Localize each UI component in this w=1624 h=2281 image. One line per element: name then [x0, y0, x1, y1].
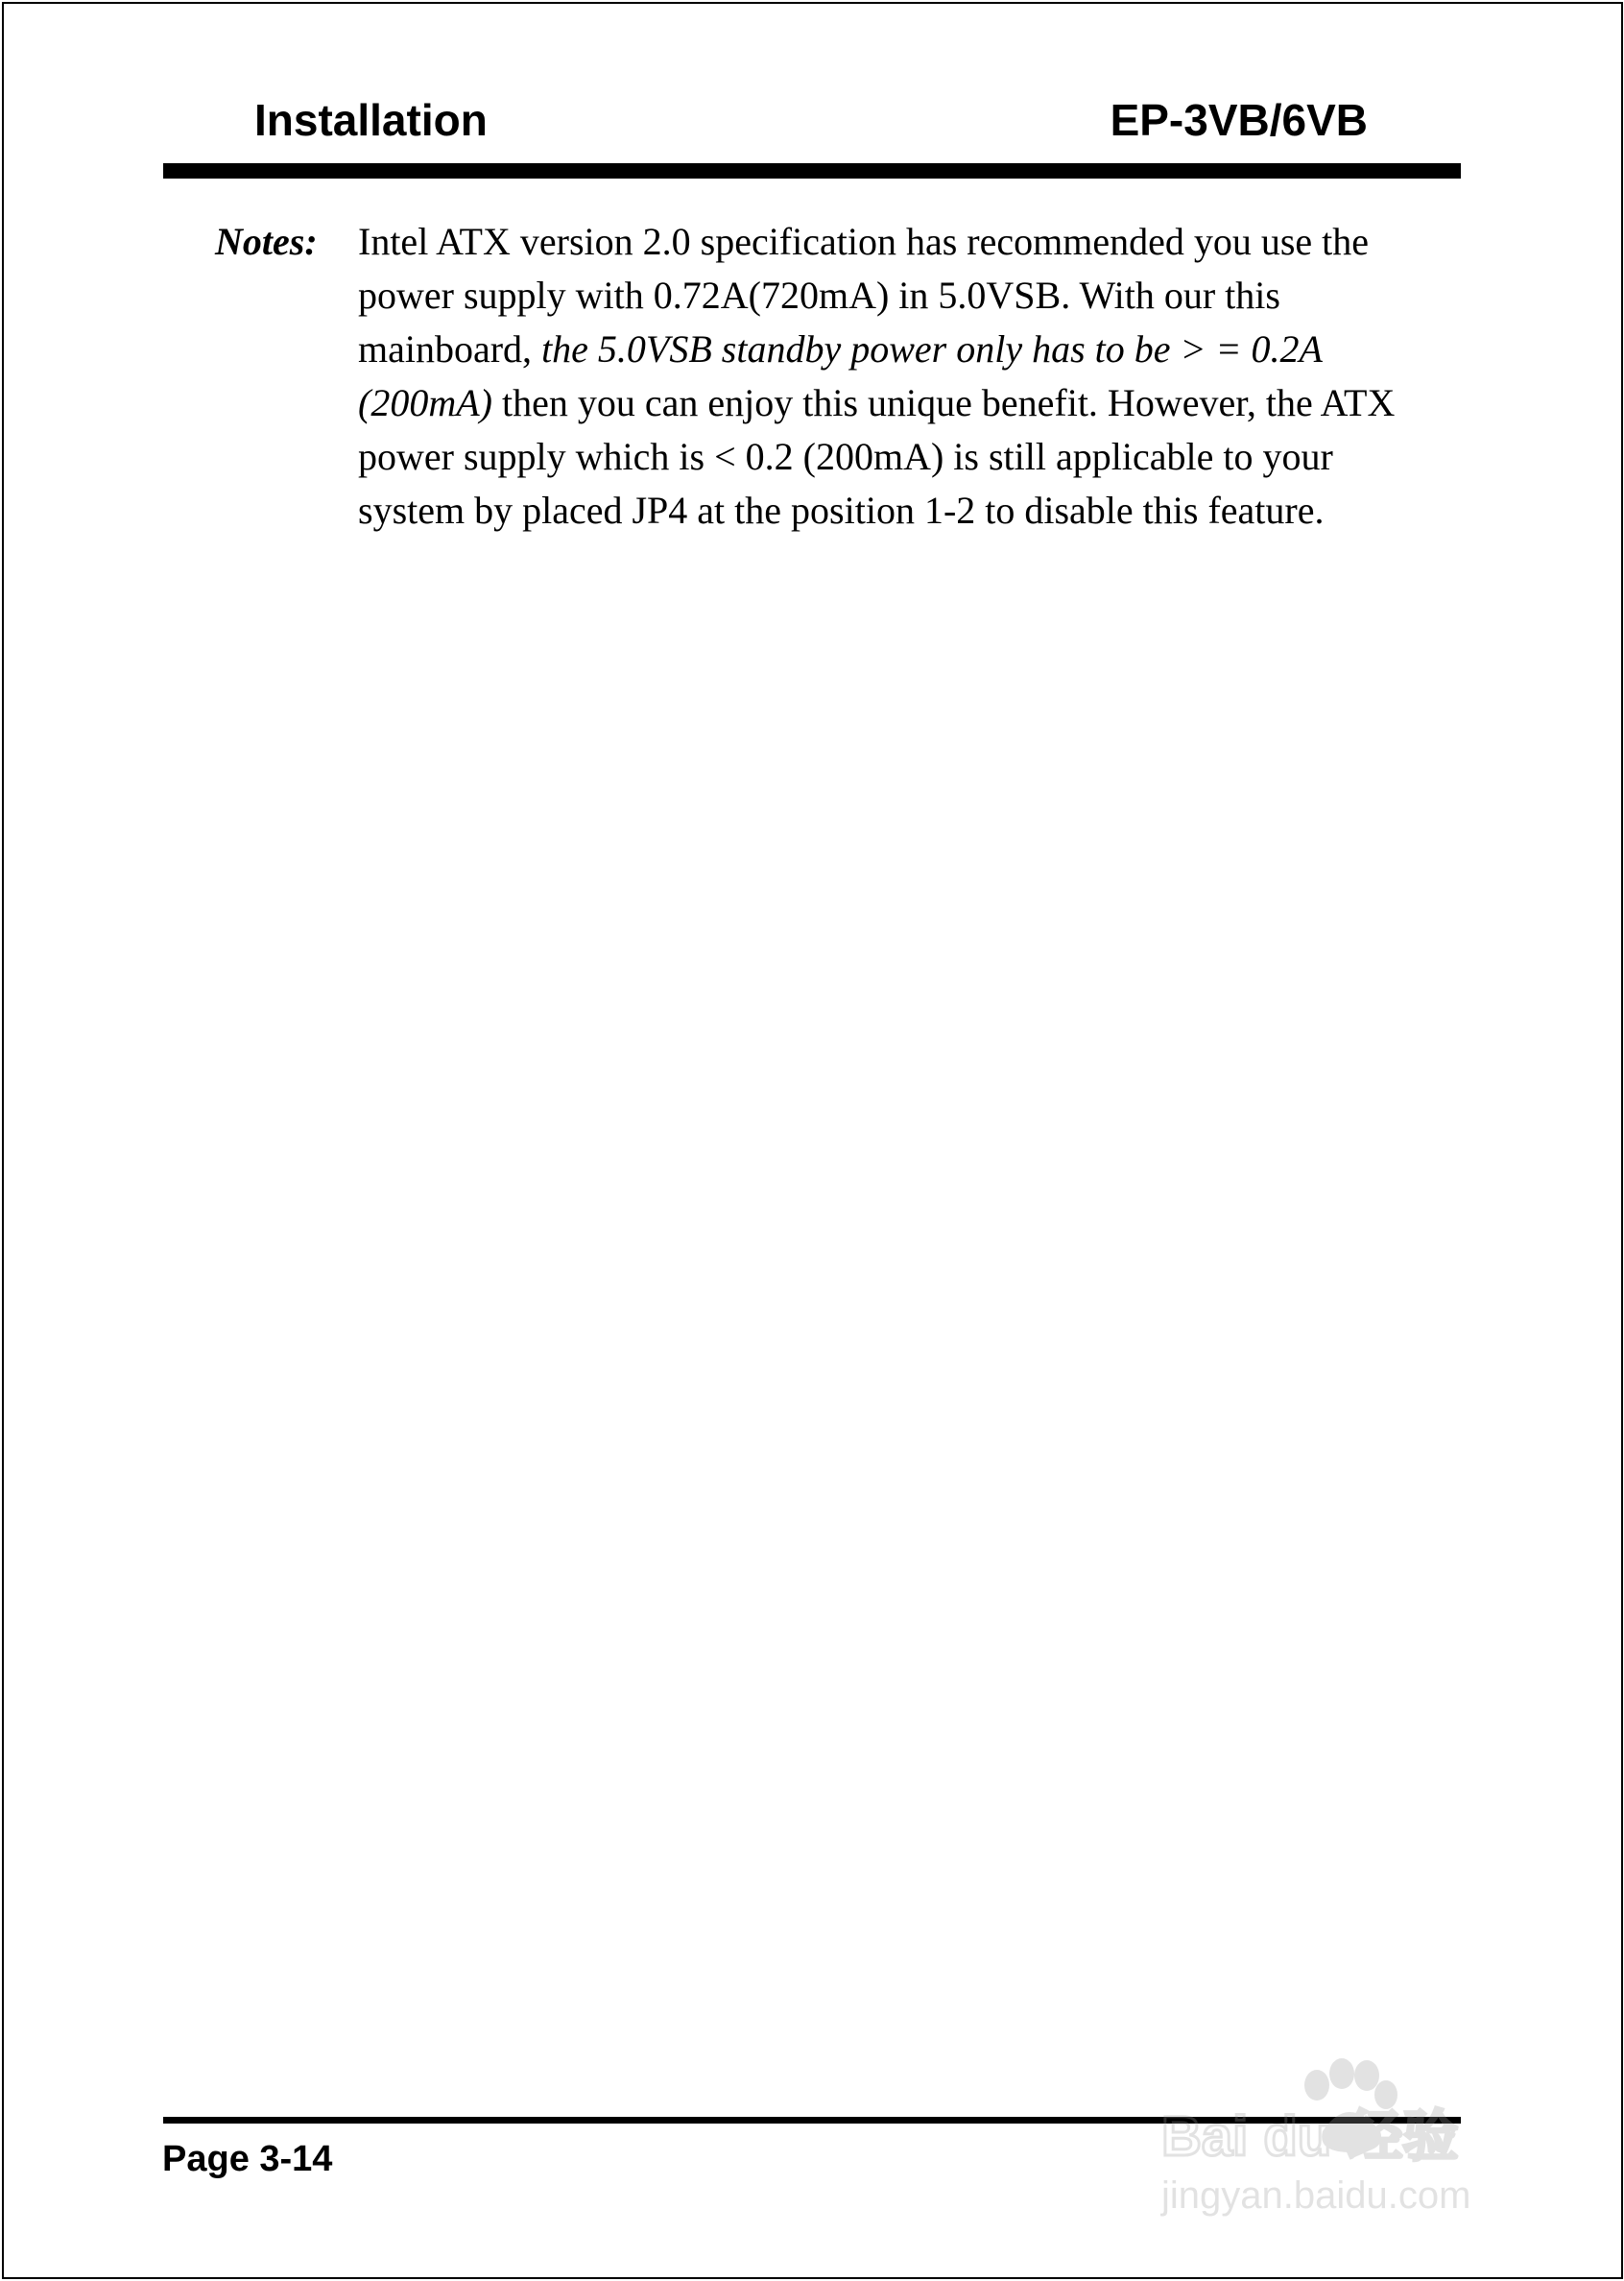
model-name: EP-3VB/6VB [1110, 95, 1368, 145]
notes-emphasis: (200mA) [358, 381, 492, 424]
notes-line [358, 376, 1452, 430]
watermark-logo-text: Bai du 经验 [1161, 2105, 1459, 2168]
notes-text: system by placed JP4 at the position 1-2 to disable this feature. [358, 489, 1325, 532]
notes-line [358, 269, 1452, 323]
page-number: Page 3-14 [162, 2139, 333, 2179]
notes-line [358, 215, 1452, 269]
notes-emphasis: the 5.0VSB standby power only has to be > = 0.2A [541, 327, 1323, 371]
notes-body [358, 215, 1452, 538]
notes-text: then you can enjoy this unique benefit. However, the ATX [491, 381, 1396, 424]
notes-text: mainboard, [358, 327, 542, 371]
header-rule [163, 163, 1461, 179]
notes-text: power supply which is < 0.2 (200mA) is still applicable to your [358, 435, 1333, 478]
notes-label: Notes: [215, 220, 318, 263]
notes-text: power supply with 0.72A(720mA) in 5.0VSB. With our this [358, 274, 1280, 317]
baidu-jingyan-watermark [1152, 2035, 1536, 2227]
notes-line [358, 323, 1452, 376]
notes-text: Intel ATX version 2.0 specification has recommended you use the [358, 220, 1370, 263]
notes-line [358, 430, 1452, 484]
section-title: Installation [254, 95, 488, 145]
watermark-url-text: jingyan.baidu.com [1161, 2174, 1471, 2217]
notes-line [358, 484, 1452, 538]
